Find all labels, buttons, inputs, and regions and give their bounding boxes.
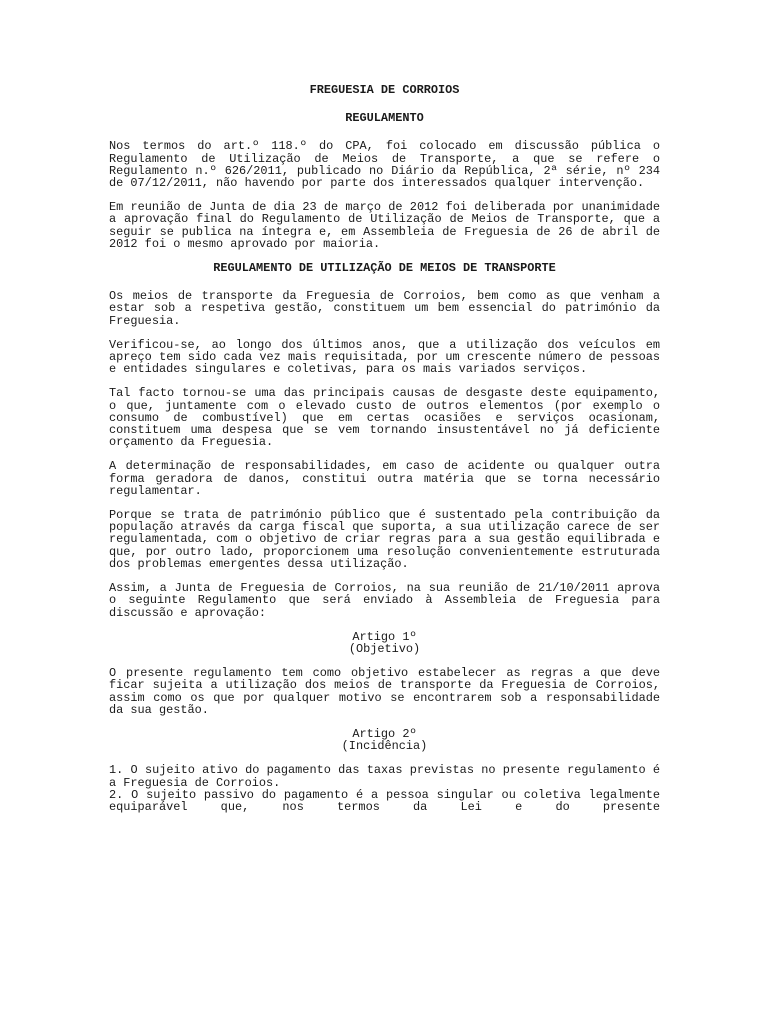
article-2-item: 1. O sujeito ativo do pagamento das taxas previstas no presente regulamento é a Freguesia de Corroios. bbox=[109, 763, 660, 790]
intro-paragraph: Em reunião de Junta de dia 23 de março de 2012 foi deliberada por unanimidade a aprovação final do Regulamento de Utilização de Meios de Transporte, que a seguir se publica na íntegra e, em Assembleia de Freguesia de 26 de abril de 2012 foi o mesmo aprovado por maioria. bbox=[109, 200, 660, 251]
header-subtitle: REGULAMENTO bbox=[345, 111, 424, 126]
preamble-paragraph: Assim, a Junta de Freguesia de Corroios, na sua reunião de 21/10/2011 aprova o seguinte Regulamento que será enviado à Assembleia de Freguesia para discussão e aprovação: bbox=[109, 581, 660, 620]
intro-paragraph: Nos termos do art.º 118.º do CPA, foi colocado em discussão pública o Regulamento de Utilização de Meios de Transporte, a que se refere o Regulamento n.º 626/2011, publicado no Diário da República, 2ª série, nº 234 de 07/12/2011, não havendo por parte dos interessados qualquer intervenção. bbox=[109, 139, 660, 191]
section-title: REGULAMENTO DE UTILIZAÇÃO DE MEIOS DE TRANSPORTE bbox=[213, 261, 556, 276]
article-2-item: 2. O sujeito passivo do pagamento é a pessoa singular ou coletiva legalmente equiparável que, nos termos da Lei e do presente bbox=[109, 787, 660, 814]
article-title: (Objetivo) bbox=[348, 641, 421, 656]
article-1-heading bbox=[109, 631, 660, 655]
preamble-paragraph: Porque se trata de património público que é sustentado pela contribuição da população através da carga fiscal que suporta, a sua utilização carece de ser regulamentada, com o objetivo de criar regras para a sua gestão equilibrada e que, por outro lado, proporcionem uma resolução convenientemente estruturada dos problemas emergentes dessa utilização. bbox=[109, 508, 660, 571]
preamble-paragraph: Tal facto tornou-se uma das principais causas de desgaste deste equipamento, o que, juntamente com o elevado custo de outros elementos (por exemplo o consumo de combustível) que em certas ocasiões e serviços ocasionam, constituem uma despesa que se vem tornando insustentável no já deficiente orçamento da Freguesia. bbox=[109, 386, 660, 450]
header-title: FREGUESIA DE CORROIOS bbox=[309, 83, 460, 97]
preamble-paragraph: A determinação de responsabilidades, em caso de acidente ou qualquer outra forma geradora de danos, constitui outra matéria que se torna necessário regulamentar. bbox=[109, 459, 660, 498]
preamble-paragraph: Os meios de transporte da Freguesia de Corroios, bem como as que venham a estar sob a respetiva gestão, constituem um bem essencial do património da Freguesia. bbox=[109, 289, 660, 328]
document-page bbox=[109, 84, 660, 813]
article-number: Artigo 2º bbox=[352, 726, 417, 741]
article-title: (Incidência) bbox=[341, 739, 428, 754]
article-2-heading bbox=[109, 728, 660, 752]
article-1-text: O presente regulamento tem como objetivo estabelecer as regras a que deve ficar sujeita a utilização dos meios de transporte da Freguesia de Corroios, assim como os que por qualquer motivo se encontrarem sob a responsabilidade da sua gestão. bbox=[109, 666, 660, 717]
article-number: Artigo 1º bbox=[352, 629, 417, 644]
preamble-paragraph: Verificou-se, ao longo dos últimos anos, que a utilização dos veículos em apreço tem sido cada vez mais requisitada, por um crescente número de pessoas e entidades singulares e coletivas, para os mais variados serviços. bbox=[109, 337, 660, 377]
